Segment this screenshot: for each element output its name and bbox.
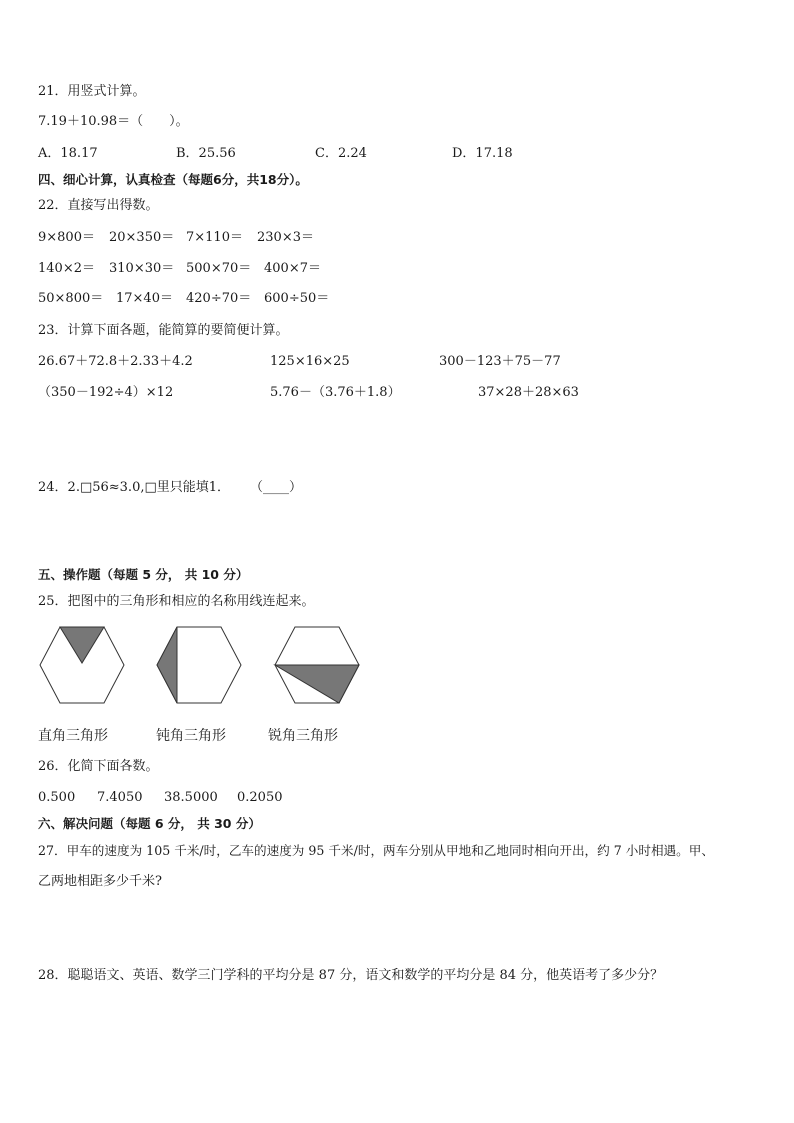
hexagon-figure-3 <box>273 625 361 705</box>
q22-item: 20×350＝ <box>109 230 175 245</box>
hexagon-figure-2 <box>155 625 243 705</box>
q27-text-line2: 乙两地相距多少千米? <box>38 874 162 889</box>
q23-item: 5.76－（3.76＋1.8） <box>270 385 401 400</box>
q23-item: 125×16×25 <box>270 354 350 369</box>
q21-option-c: C．2.24 <box>315 146 367 161</box>
q21-title: 21．用竖式计算。 <box>38 84 146 99</box>
q26-title: 26．化简下面各数。 <box>38 759 159 774</box>
q21-expression: 7.19＋10.98＝（ ）。 <box>38 114 189 129</box>
q27-text-line1: 27．甲车的速度为 105 千米/时，乙车的速度为 95 千米/时，两车分别从甲地和乙地同时相向开出，约 7 小时相遇。甲、 <box>38 843 714 858</box>
q23-item: 300－123＋75－77 <box>439 354 561 369</box>
q22-item: 17×40＝ <box>116 291 173 306</box>
q26-number: 0.500 <box>38 790 76 805</box>
q26-number: 7.4050 <box>97 790 143 805</box>
q26-number: 38.5000 <box>164 790 218 805</box>
q24-answer-blank[interactable]: （____） <box>250 480 303 495</box>
label-obtuse-triangle: 钝角三角形 <box>156 728 226 744</box>
q23-item: 26.67＋72.8＋2.33＋4.2 <box>38 354 193 369</box>
section-5-heading: 五、操作题（每题 5 分， 共 10 分） <box>38 567 249 582</box>
q23-title: 23．计算下面各题，能简算的要简便计算。 <box>38 323 289 338</box>
shaded-triangle <box>157 627 177 703</box>
q24-text: 24．2.□56≈3.0,□里只能填1． <box>38 480 231 495</box>
q22-item: 420÷70＝ <box>186 291 252 306</box>
q26-number: 0.2050 <box>237 790 283 805</box>
q22-item: 400×7＝ <box>264 261 321 276</box>
q21-option-d: D．17.18 <box>452 146 513 161</box>
q21-option-a: A．18.17 <box>38 146 98 161</box>
q22-item: 7×110＝ <box>186 230 243 245</box>
q23-item: 37×28＋28×63 <box>478 385 579 400</box>
section-6-heading: 六、解决问题（每题 6 分， 共 30 分） <box>38 816 261 831</box>
q21-option-b: B．25.56 <box>176 146 236 161</box>
q22-item: 50×800＝ <box>38 291 104 306</box>
q28-text: 28．聪聪语文、英语、数学三门学科的平均分是 87 分，语文和数学的平均分是 84 分，他英语考了多少分？ <box>38 968 664 983</box>
q22-item: 310×30＝ <box>109 261 175 276</box>
q22-item: 140×2＝ <box>38 261 95 276</box>
q22-title: 22．直接写出得数。 <box>38 198 159 213</box>
label-acute-triangle: 锐角三角形 <box>268 728 338 744</box>
section-4-heading: 四、细心计算，认真检查（每题6分，共18分）。 <box>38 172 308 187</box>
q25-title: 25．把图中的三角形和相应的名称用线连起来。 <box>38 594 315 609</box>
label-right-triangle: 直角三角形 <box>38 728 108 744</box>
q23-item: （350－192÷4）×12 <box>38 385 174 400</box>
q22-item: 230×3＝ <box>257 230 314 245</box>
hexagon-figure-1 <box>38 625 126 705</box>
q22-item: 9×800＝ <box>38 230 95 245</box>
q22-item: 500×70＝ <box>186 261 252 276</box>
q22-item: 600÷50＝ <box>264 291 330 306</box>
